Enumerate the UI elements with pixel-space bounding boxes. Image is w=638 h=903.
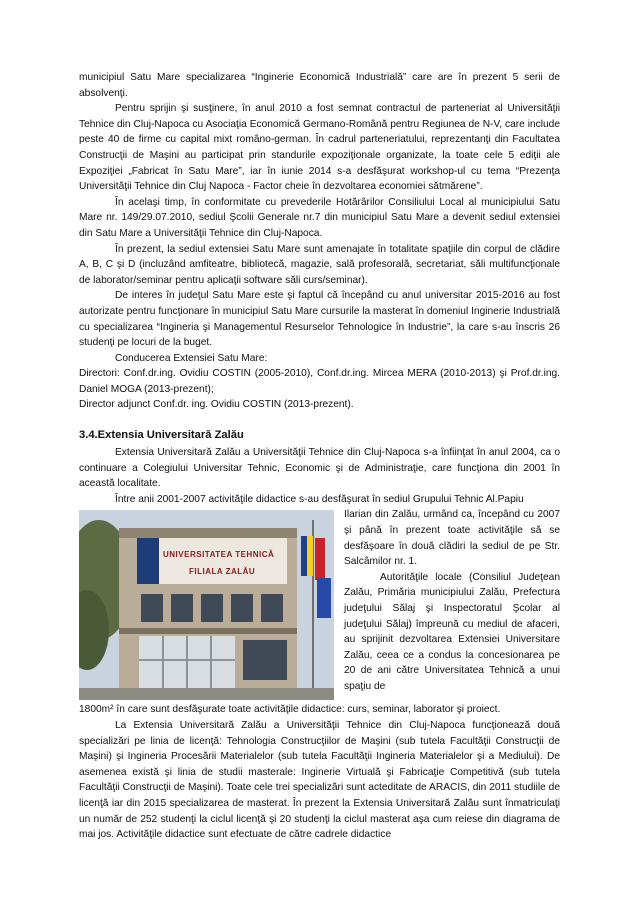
- body-paragraph: În acelaşi timp, în conformitate cu prevederile Hotărârilor Consiliului Local al municipiului Satu Mare nr. 149/29.07.2010, sediul Şcolii Generale nr.7 din municipiul Satu Mare a devenit sediul extensiei din Satu Mare a Universităţii Tehnice din Cluj-Napoca.: [79, 196, 560, 239]
- body-paragraph: municipiul Satu Mare specializarea “Inginerie Economică Industrială” care are în prezent 5 serii de absolvenţi.: [79, 72, 560, 99]
- float-wrap-paragraph-2: Autorităţile locale (Consiliul Judeţean Zalău, Primăria municipiului Zalău, Prefectura judeţului Sălaj şi Inspectoratul Şcolar al judeţului Sălaj) împreună cu mediul de afaceri, au sprijinit dezvoltarea Extensiei Universitare Zalău, ceea ce a condus la concesionarea pe 20 de ani către Universitatea Tehnică a unui spaţiu de: [344, 571, 560, 692]
- photo-sign-line-1: UNIVERSITATEA TEHNICĂ: [163, 550, 275, 560]
- body-paragraph: De interes în judeţul Satu Mare este şi faptul că începând cu anul universitar 2015-2016 au fost autorizate pentru funcţionare în municipiul Satu Mare cursurile la masterat în domeniul Inginerie Industrială cu specializarea “Ingineria şi Managementul Resurselor Tehnologice în Industrie”, la care s-au înscris 26 studenţi pe locuri de la buget.: [79, 290, 560, 349]
- float-intro-paragraph: Între anii 2001-2007 activităţile didactice s-au desfăşurat în sediul Grupului Tehnic Al.Papiu: [115, 493, 524, 505]
- section-heading: 3.4.Extensia Universitară Zalău: [79, 429, 244, 442]
- section-paragraphs: [79, 445, 560, 492]
- body-paragraph: La Extensia Universitară Zalău a Universităţii Tehnice din Cluj-Napoca funcţionează două specializări pe linia de licenţă: Tehnologia Construcţiilor de Maşini (sub tutela Facultăţii Construcţii de Maşini) şi Ingineria Procesării Materialelor (sub tutela Facultăţii Ingineria Materialelor şi a Mediului). De asemenea există şi linia de studii masterale: Inginerie Virtuală şi Fabricaţie Competitivă (sub tutela Facultăţii Construcţii de Maşini). Toate cele trei specializări sunt acteditate de ARACIS, din 2011 studiile de licenţă iar din 2015 specializarea de masterat. În prezent la Extensia Universitară Zalău sunt înmatriculaţi un număr de 252 studenţi la ciclul licenţă şi 20 studenţi la ciclul masterat aşa cum reiese din diagrama de mai jos. Activităţile didactice sunt efectuate de către cadrele didactice: [79, 720, 560, 841]
- photo-sign-line-2: FILIALA ZALĂU: [189, 567, 256, 577]
- float-continue-paragraph: 1800m² în care sunt desfăşurate toate activităţile didactice: curs, seminar, laborator şi proiect.: [79, 704, 501, 716]
- top-paragraphs: [79, 70, 560, 413]
- body-paragraph: În prezent, la sediul extensiei Satu Mare sunt amenajate în totalitate spaţiile din corpul de clădire A, B, C şi D (incluzând amfiteatre, bibliotecă, magazie, sală profesorală, secretariat, săli multifuncţionale de laborator/seminar pentru aplicaţii software săli curs/seminar).: [79, 243, 560, 286]
- body-paragraph: Director adjunct Conf.dr. ing. Ovidiu COSTIN (2013-prezent).: [79, 399, 354, 411]
- building-photo: [79, 510, 334, 700]
- body-paragraph: Directori: Conf.dr.ing. Ovidiu COSTIN (2005-2010), Conf.dr.ing. Mircea MERA (2010-2013) şi Prof.dr.ing. Daniel MOGA (2013-prezent);: [79, 368, 560, 395]
- body-paragraph: Pentru sprijin şi susţinere, în anul 2010 a fost semnat contractul de parteneriat al Universităţii Tehnice din Cluj-Napoca cu Asociaţia Economică Germano-Română pentru Regiunea de N-V, care include peste 40 de firme cu capital mixt româno-german. În cadrul parteneriatului, reprezentanţi din Facultatea Construcţii de Maşini au participat prin standurile expoziţionale organizate, la toate cele 5 ediţii ale Expoziţiei „Fabricat în Satu Mare”, iar în iunie 2014 s-a desfăşurat workshop-ul cu tema “Prezenţa Universităţii Tehnice din Cluj Napoca - Factor cheie în dezvoltarea economiei sătmărene”.: [79, 103, 560, 193]
- body-paragraph: Conducerea Extensiei Satu Mare:: [115, 352, 268, 364]
- bottom-paragraphs: [79, 718, 560, 843]
- body-paragraph: Extensia Universitară Zalău a Universităţii Tehnice din Cluj-Napoca s-a înfiinţat în anul 2004, ca o continuare a Colegiului Universitar Tehnic, Economic şi de Administraţie, care funcţiona din 2001 în această localitate.: [79, 447, 560, 490]
- float-wrap-paragraph-1: Ilarian din Zalău, urmând ca, începând cu 2007 şi până în prezent toate activităţile să se desfăşoare în două clădiri la sediul de pe Str. Salcâmilor nr. 1.: [344, 509, 560, 568]
- page-content: [79, 70, 560, 843]
